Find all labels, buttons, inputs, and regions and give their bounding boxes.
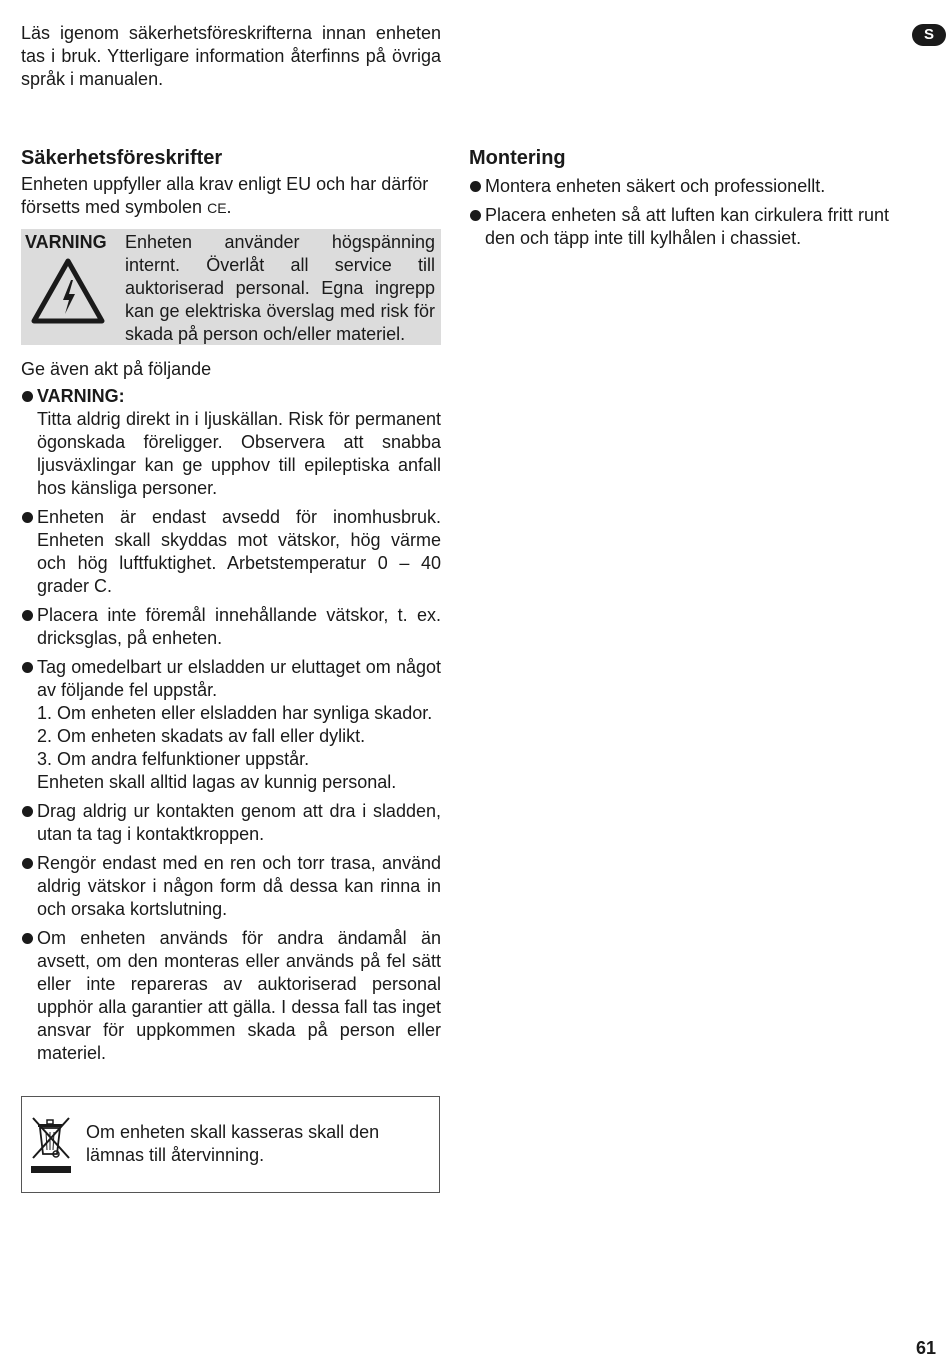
list-item: Placera enheten så att luften kan cirkulera fritt runt den och täpp inte till kylhålen i chassiet. (469, 204, 889, 250)
safety-intro: Enheten uppfyller alla krav enligt EU och har därför försetts med symbolen CE. (21, 174, 429, 217)
mounting-bullet-list (469, 175, 889, 250)
language-badge: S (912, 24, 946, 46)
list-item (21, 656, 441, 794)
ce-mark: CE (207, 200, 227, 216)
mounting-section (469, 145, 889, 256)
disposal-box (21, 1096, 440, 1193)
mounting-heading: Montering (469, 147, 566, 169)
also-note: Ge även akt på följande (21, 359, 212, 379)
high-voltage-warning-icon (31, 258, 125, 330)
bullet-after-text: Enheten skall alltid lagas av kunnig personal. (37, 772, 397, 792)
list-item: Montera enheten säkert och professionellt. (469, 175, 889, 198)
bullet-text: Titta aldrig direkt in i ljuskällan. Risk för permanent ögonskada föreligger. Observera att snabba ljusväxlingar kan ge upphov till epileptiska anfall hos känsliga personer. (37, 409, 441, 498)
page-number: 61 (916, 1338, 937, 1358)
list-item: Drag aldrig ur kontakten genom att dra i sladden, utan ta tag i kontaktkroppen. (21, 800, 441, 846)
numbered-item: 3. Om andra felfunktioner uppstår. (37, 749, 310, 769)
list-item: Rengör endast med en ren och torr trasa, använd aldrig vätskor i någon form då dessa kan rinna in och orsaka kortslutning. (21, 852, 441, 921)
list-item: Placera inte föremål innehållande vätskor, t. ex. dricksglas, på enheten. (21, 604, 441, 650)
safety-section (21, 145, 441, 1071)
intro-paragraph: Läs igenom säkerhetsföreskrifterna innan enheten tas i bruk. Ytterligare information återfinns på övriga språk i manualen. (21, 23, 441, 89)
crossed-out-bin-icon (29, 1114, 73, 1182)
numbered-list (37, 702, 441, 771)
warning-box (21, 229, 441, 345)
list-item (21, 385, 441, 500)
warning-label: VARNING (25, 232, 107, 252)
warning-text: Enheten använder högspänning internt. Överlåt all service till auktoriserad personal. Egna ingrepp kan ge elektriska överslag med risk för skada på person och/eller materiel. (125, 232, 435, 344)
disposal-text: Om enheten skall kasseras skall den lämnas till återvinning. (86, 1122, 380, 1165)
numbered-item: 1. Om enheten eller elsladden har synliga skador. (37, 703, 433, 723)
list-item: Om enheten används för andra ändamål än avsett, om den monteras eller används på fel sätt eller inte repareras av auktoriserad personal upphör alla garantier att gälla. I dessa fall tas inget ansvar för uppkommen skada på person eller materiel. (21, 927, 441, 1065)
list-item: Enheten är endast avsedd för inomhusbruk. Enheten skall skyddas mot vätskor, hög värme och hög luftfuktighet. Arbetstemperatur 0 – 40 grader C. (21, 506, 441, 598)
bullet-text: Tag omedelbart ur elsladden ur eluttaget om något av följande fel uppstår. (37, 657, 441, 700)
numbered-item: 2. Om enheten skadats av fall eller dylikt. (37, 726, 366, 746)
safety-heading: Säkerhetsföreskrifter (21, 147, 223, 169)
safety-bullet-list (21, 385, 441, 1065)
bullet-title: VARNING: (37, 386, 125, 406)
